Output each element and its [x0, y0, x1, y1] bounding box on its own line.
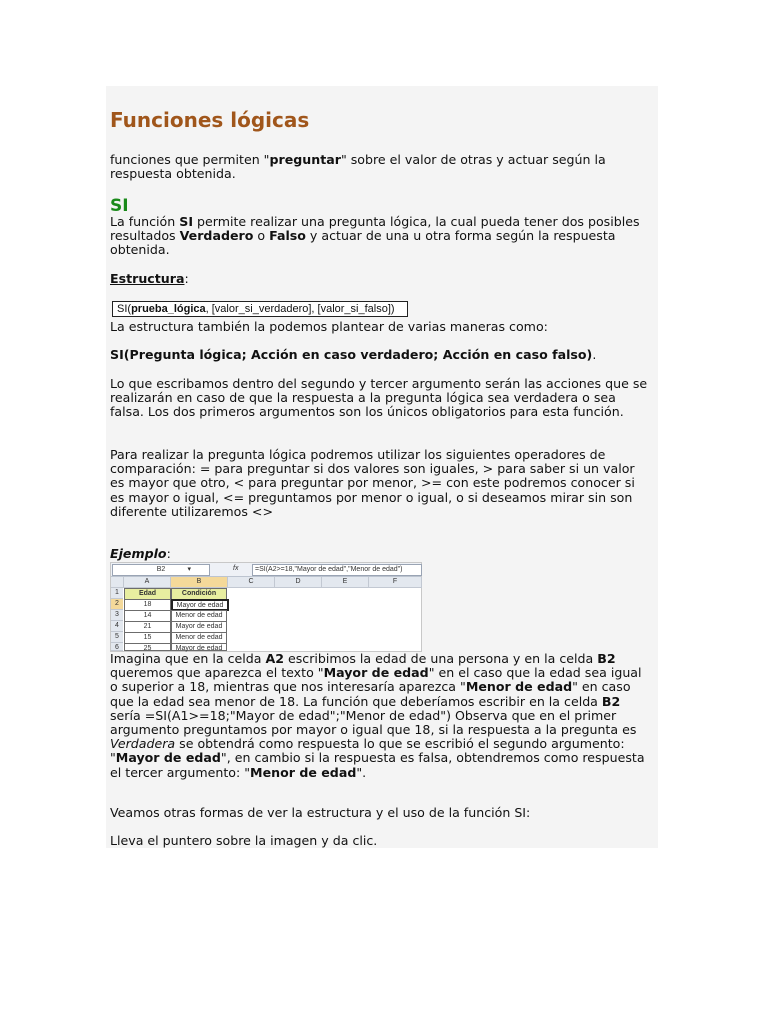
italic: Verdadera: [110, 736, 176, 752]
ejemplo-italic: Ejemplo: [110, 546, 167, 561]
formula-bar: [111, 563, 421, 577]
col-header-f: F: [369, 577, 422, 588]
puntero-paragraph: Lleva el puntero sobre la imagen y da clic.: [110, 833, 378, 848]
row-header: 1: [111, 588, 123, 599]
cell-condicion: Menor de edad: [171, 632, 227, 644]
cell-condicion-header: Condición: [171, 588, 227, 600]
col-header-a: A: [124, 577, 171, 588]
cell-edad: 14: [124, 610, 171, 622]
dropdown-arrow-icon: ▾: [187, 566, 191, 573]
estructura-paragraph: La estructura también la podemos plantear de varias maneras como:: [110, 319, 548, 334]
bold-falso: Falso: [269, 228, 306, 244]
text: se obtendrá como respuesta lo que se escribió el segundo argumento: ": [110, 736, 625, 766]
example-explanation: [110, 652, 650, 780]
fx-icon: fx: [233, 565, 239, 572]
si-heading: SI: [110, 196, 129, 216]
col-header-d: D: [275, 577, 322, 588]
col-header-c: C: [228, 577, 275, 588]
bold: B2: [597, 651, 616, 666]
syntax-box: [112, 301, 408, 317]
page-title: Funciones lógicas: [110, 108, 310, 132]
syntax-text-2: , [valor_si_verdadero], [valor_si_falso]): [205, 303, 395, 315]
arguments-paragraph: Lo que escribamos dentro del segundo y tercer argumento serán las acciones que se realizarán en caso de que la respuesta a la pregunta lógica sea verdadera o sea falsa. Los dos primeros argumentos son los únicos obligatorios para esta función.: [110, 376, 648, 420]
bold: Menor de edad: [465, 679, 573, 695]
bold: Menor de edad: [250, 764, 357, 780]
otras-formas-paragraph: Veamos otras formas de ver la estructura y el uso de la función SI:: [110, 805, 531, 820]
col-header-e: E: [322, 577, 369, 588]
row-header: 2: [111, 599, 123, 610]
ejemplo-label: [110, 547, 650, 561]
cell-edad: 18: [124, 599, 171, 611]
text: o: [253, 228, 270, 244]
text: queremos que aparezca el texto ": [110, 665, 324, 681]
syntax-bold: prueba_lógica: [131, 303, 206, 315]
si-form-bold: SI(Pregunta lógica; Acción en caso verdadero; Acción en caso falso): [110, 347, 593, 362]
bold: A2: [265, 651, 284, 666]
cell-condicion-selected: Mayor de edad: [171, 599, 229, 611]
text: sería =SI(A1>=18;"Mayor de edad";"Menor de edad") Observa que en el primer argumento preguntamos por mayor o igual que 18, si la respuesta a la pregunta es: [110, 707, 637, 738]
intro-paragraph: [110, 153, 650, 181]
cell-edad: 25: [124, 643, 171, 651]
text: ".: [356, 764, 367, 780]
cell-condicion: Menor de edad: [171, 610, 227, 622]
text: " en caso que la edad sea menor de 18. La función que deberíamos escribir en la celda: [110, 679, 631, 709]
cell-condicion: Mayor de edad: [171, 643, 227, 651]
corner-header: [111, 577, 124, 588]
colon: :: [166, 546, 171, 561]
si-form: [110, 348, 650, 362]
intro-text-2: " sobre el valor de otras y actuar según la respuesta obtenida.: [110, 152, 606, 182]
text: escribimos la edad de una persona y en la celda: [283, 651, 598, 666]
cell-edad: 21: [124, 621, 171, 633]
cell-edad: 15: [124, 632, 171, 644]
text: Imagina que en la celda: [110, 651, 266, 666]
formula-input: =SI(A2>=18,"Mayor de edad","Menor de edad"): [252, 564, 422, 576]
bold: Mayor de edad: [115, 750, 221, 766]
cell-edad-header: Edad: [124, 588, 171, 600]
row-header: 5: [111, 632, 123, 643]
row-header: 6: [111, 643, 123, 651]
bold: B2: [601, 693, 621, 709]
col-header-b: B: [171, 577, 228, 588]
row-header: 4: [111, 621, 123, 632]
row-header: 3: [111, 610, 123, 621]
text: y actuar de una u otra forma según la respuesta obtenida.: [110, 228, 616, 258]
bold-si: SI: [179, 214, 194, 229]
cell-condicion: Mayor de edad: [171, 621, 227, 633]
name-box: [112, 564, 210, 576]
colon: :: [184, 271, 189, 286]
intro-text: funciones que permiten ": [110, 152, 270, 167]
syntax-text: SI(: [117, 303, 132, 315]
text: permite realizar una pregunta lógica, la cual pueda tener dos posibles resultados: [110, 214, 640, 244]
bold: Mayor de edad: [323, 665, 429, 681]
text: " en el caso que la edad sea igual o superior a 18, mientras que nos interesaría aparezca ": [110, 665, 642, 695]
estructura-underlined: Estructura: [110, 271, 185, 286]
dot: .: [592, 347, 597, 362]
estructura-label: [110, 272, 650, 286]
name-box-value: B2: [156, 566, 166, 573]
operators-paragraph: Para realizar la pregunta lógica podremos utilizar los siguientes operadores de comparación: = para preguntar si dos valores son iguales, > para saber si un valor es mayor que otro, < para preguntar por menor, >= con este podremos conocer si es mayor o igual, <= preguntamos por menor o igual, o si deseamos mirar sin son diferente utilizaremos <>: [110, 447, 635, 519]
text: La función: [110, 214, 180, 229]
bold-verdadero: Verdadero: [179, 228, 254, 244]
intro-bold: preguntar: [269, 152, 341, 167]
text: ", en cambio si la respuesta es falsa, obtendremos como respuesta el tercer argumento: ": [110, 750, 645, 780]
spreadsheet-image: [110, 562, 422, 652]
si-description: [110, 215, 650, 258]
